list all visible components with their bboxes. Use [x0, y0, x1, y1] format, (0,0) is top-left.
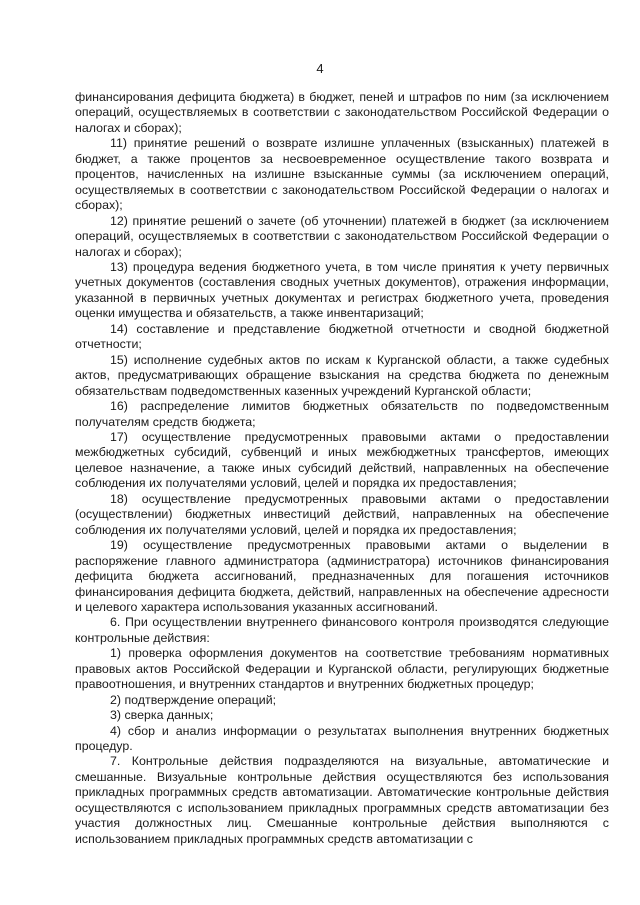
paragraph-section-6: 6. При осуществлении внутреннего финансового контроля производятся следующие контрольные действия: — [75, 615, 609, 645]
paragraph-action-2: 2) подтверждение операций; — [110, 692, 277, 707]
document-body — [75, 90, 609, 847]
paragraph-item-14: 14) составление и представление бюджетной отчетности и сводной бюджетной отчетности; — [75, 321, 609, 352]
paragraph-item-13: 13) процедура ведения бюджетного учета, в том числе принятия к учету первичных учетных документов (составления сводных учетных документов), отражения информации, указанной в первичных учетных документах и регистрах бюджетного учета, проведения оценки имущества и обязательств, а также инвентаризаций; — [75, 259, 609, 321]
paragraph-item-16: 16) распределение лимитов бюджетных обязательств по подведомственным получателям средств бюджета; — [75, 399, 609, 429]
paragraph-action-4: 4) сбор и анализ информации о результатах выполнения внутренних бюджетных процедур. — [75, 723, 609, 754]
paragraph-continuation: финансирования дефицита бюджета) в бюджет, пеней и штрафов по ним (за исключением операций, осуществляемых в соответствии с законодательством Российской Федерации о налогах и сборах); — [75, 90, 609, 135]
paragraph-item-19: 19) осуществление предусмотренных правовыми актами о выделении в распоряжение главного администратора (администратора) источников финансирования дефицита бюджета ассигнований, предназначенных для погашения источников финансирования дефицита бюджета, действий, направленных на обеспечение адресности и целевого характера использования указанных ассигнований. — [75, 538, 609, 614]
paragraph-item-11: 11) принятие решений о возврате излишне уплаченных (взысканных) платежей в бюджет, а также процентов за несвоевременное осуществление такого возврата и процентов, начисленных на излишне взысканные суммы (за исключением операций, осуществляемых в соответствии с законодательством Российской Федерации о налогах и сборах); — [75, 136, 609, 213]
paragraph-action-3: 3) сверка данных; — [110, 708, 214, 723]
page-number: 4 — [316, 61, 324, 76]
paragraph-item-15: 15) исполнение судебных актов по искам к Курганской области, а также судебных актов, предусматривающих обращение взыскания на средства бюджета по денежным обязательствам подведомственных казенных учреждений Курганской области; — [75, 352, 609, 398]
paragraph-action-1: 1) проверка оформления документов на соответствие требованиям нормативных правовых актов Российской Федерации и Курганской области, регулирующих бюджетные правоотношения, и внутренних стандартов и внутренних бюджетных процедур; — [75, 646, 609, 692]
paragraph-item-18: 18) осуществление предусмотренных правовыми актами о предоставлении (осуществлении) бюджетных инвестиций действий, направленных на обеспечение соблюдения их получателями условий, целей и порядка их предоставления; — [75, 491, 609, 537]
paragraph-item-17: 17) осуществление предусмотренных правовыми актами о предоставлении межбюджетных субсидий, субвенций и иных межбюджетных трансфертов, имеющих целевое назначение, а также иных субсидий действий, направленных на обеспечение соблюдения их получателями условий, целей и порядка их предоставления; — [75, 429, 609, 491]
paragraph-section-7: 7. Контрольные действия подразделяются на визуальные, автоматические и смешанные. Визуальные контрольные действия осуществляются без использования прикладных программных средств автоматизации. Автоматические контрольные действия осуществляются с использованием прикладных программных средств автоматизации без участия должностных лиц. Смешанные контрольные действия выполняются с использованием прикладных программных средств автоматизации с — [75, 754, 609, 846]
paragraph-item-12: 12) принятие решений о зачете (об уточнении) платежей в бюджет (за исключением операций, осуществляемых в соответствии с законодательством Российской Федерации о налогах и сборах); — [75, 213, 609, 259]
